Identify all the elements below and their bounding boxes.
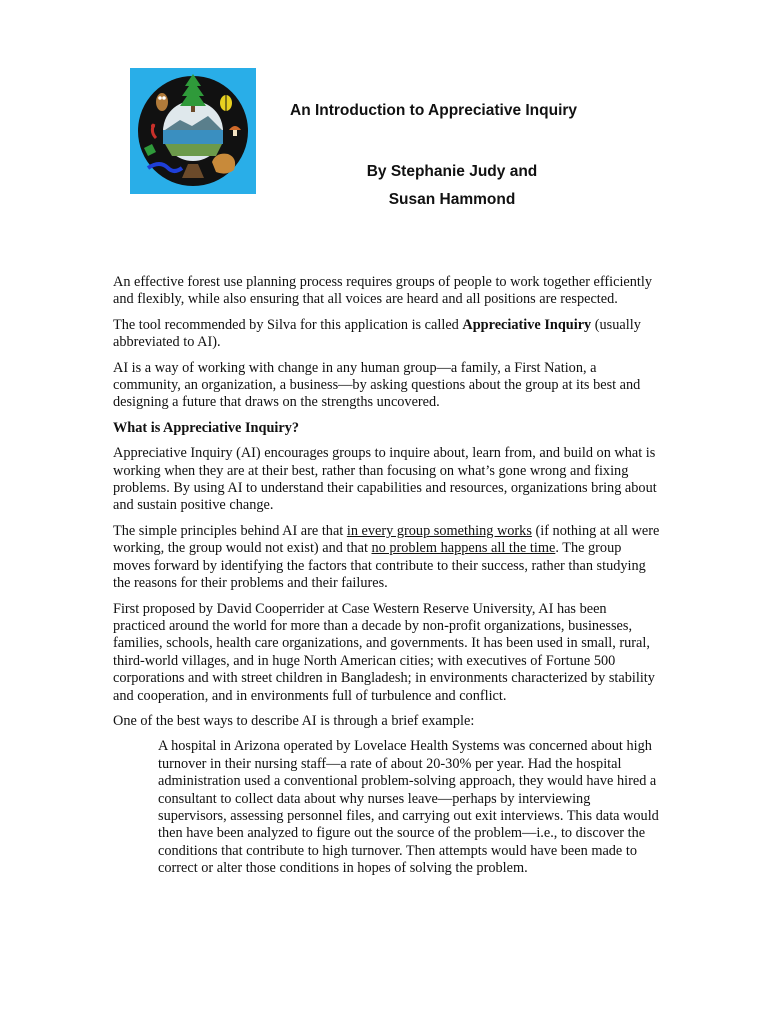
principle-underlined-2: no problem happens all the time bbox=[371, 540, 556, 557]
paragraph-intro: An effective forest use planning process requires groups of people to work together efficiently and flexibly, while also ensuring that all voices are heard and all positions are respected. bbox=[113, 274, 653, 308]
paragraph-history: First proposed by David Cooperrider at Case Western Reserve University, AI has been practiced around the world for more than a decade by non-profit organizations, businesses, families, schools, health care organizations, and governments. It has been used in small, rural, third-world villages, and in huge North American cities; with executives of Fortune 500 corporations and with street children in Bangladesh; in environments characterized by stability and cooperation, and in environments full of turbulence and conflict. bbox=[113, 600, 655, 704]
principle-underlined-1: in every group something works bbox=[346, 522, 532, 539]
author-byline bbox=[300, 158, 604, 214]
byline-line-1: By Stephanie Judy and bbox=[366, 163, 538, 180]
example-quote: A hospital in Arizona operated by Lovelace Health Systems was concerned about high turnover in their nursing staff—a rate of about 20-30% per year. Had the hospital administration used a conventional problem-solving approach, they would have hired a consultant to collect data about why nurses leave—perhaps by interviewing supervisors, assessing personnel files, and carrying out exit interviews. This data would then have been analyzed to figure out the source of the problem—i.e., to discover the conditions that contribute to high turnover. Then attempts would have been made to correct or alter those conditions in hopes of solving the problem. bbox=[158, 738, 659, 877]
paragraph-encourages: Appreciative Inquiry (AI) encourages groups to inquire about, learn from, and build on what is working when they are at their best, rather than focusing on what’s gone wrong and fixing problems. By using AI to understand their capabilities and resources, organizations bring about and sustain positive change. bbox=[113, 445, 657, 514]
paragraph-principles bbox=[113, 523, 661, 593]
appreciative-inquiry-bold: Appreciative Inquiry bbox=[462, 316, 592, 333]
byline-line-2: Susan Hammond bbox=[388, 191, 516, 208]
paragraph-example-intro: One of the best ways to describe AI is through a brief example: bbox=[113, 712, 475, 729]
paragraph-tool-text-b: (usually abbreviated to AI). bbox=[113, 316, 641, 351]
principles-text-c: . The group moves forward by identifying the factors that contribute to their success, rather than studying the reasons for their problems and their failures. bbox=[113, 540, 646, 592]
paragraph-ai-definition: AI is a way of working with change in any human group—a family, a First Nation, a community, an organization, a business—by asking questions about the group at its best and designing a future that draws on the strengths uncovered. bbox=[113, 359, 641, 411]
principles-text-b: (if nothing at all were working, the group would not exist) and that bbox=[113, 522, 660, 557]
document-body bbox=[113, 274, 661, 878]
paragraph-tool bbox=[113, 317, 661, 352]
section-heading: What is Appreciative Inquiry? bbox=[113, 419, 300, 436]
paragraph-tool-text-a: The tool recommended by Silva for this application is called bbox=[113, 316, 463, 333]
principles-text-a: The simple principles behind AI are that bbox=[113, 522, 347, 539]
silva-forest-logo bbox=[130, 68, 256, 194]
document-title: An Introduction to Appreciative Inquiry bbox=[290, 102, 578, 119]
